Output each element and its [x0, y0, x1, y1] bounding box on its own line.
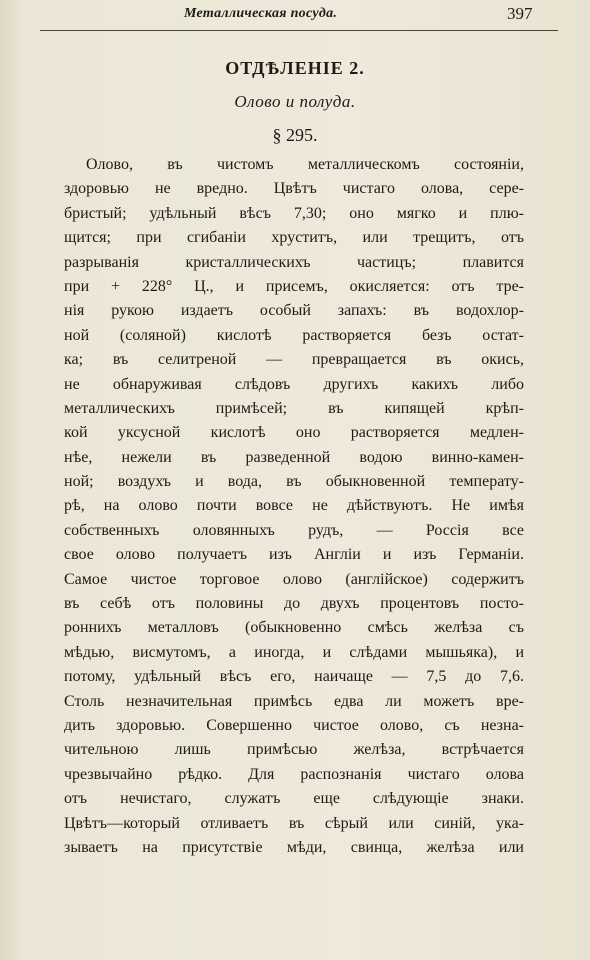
text-line: мѣдью, висмутомъ, а иногда, и слѣдами мышьяка), и: [64, 643, 524, 661]
text-line: отъ нечистаго, служатъ еще слѣдующіе знаки.: [64, 790, 524, 808]
text-line: не обнаруживая слѣдовъ другихъ какихъ либо: [64, 375, 524, 393]
text-line: чрезвычайно рѣдко. Для распознанія чистаго олова: [64, 765, 524, 783]
text-line: здоровью не вредно. Цвѣтъ чистаго олова, сере-: [64, 180, 524, 198]
text-line: потому, удѣльный вѣсъ его, наичаще — 7,5 до 7,6.: [64, 668, 524, 686]
text-line: металлическихъ примѣсей; въ кипящей крѣп-: [64, 399, 524, 417]
text-line: разрыванія кристаллическихъ частицъ; плавится: [64, 253, 524, 271]
text-line: нѣе, нежели въ разведенной водою винно-камен-: [64, 448, 524, 466]
text-line: Олово, въ чистомъ металлическомъ состояніи,: [86, 156, 524, 173]
text-line: ной (соляной) кислотѣ растворяется безъ остат-: [64, 326, 524, 344]
text-line: Самое чистое торговое олово (англійское) содержитъ: [64, 570, 524, 588]
header-rule: [40, 30, 558, 31]
text-line: ка; въ селитреной — превращается въ окись,: [64, 351, 524, 369]
text-line: рѣ, на олово почти вовсе не дѣйствуютъ. Не имѣя: [64, 497, 524, 515]
text-line: собственныхъ оловянныхъ рудъ, — Россія все: [64, 521, 524, 539]
body-text: [64, 153, 524, 860]
text-line: нія рукою издаетъ особый запахъ: въ водохлор-: [64, 302, 524, 320]
text-line: Цвѣтъ—который отливаетъ въ сѣрый или синій, ука-: [64, 814, 524, 832]
text-line: зываетъ на присутствіе мѣди, свинца, желѣза или: [64, 838, 524, 856]
section-subtitle: Олово и полуда.: [234, 92, 356, 111]
text-line: кой уксусной кислотѣ оно растворяется медлен-: [64, 424, 524, 442]
text-line: свое олово получаетъ изъ Англіи и изъ Германіи.: [64, 546, 524, 564]
text-line: Столь незначительная примѣсь едва ли можетъ вре-: [64, 692, 524, 710]
text-line: роннихъ металловъ (обыкновенно смѣсь желѣза съ: [64, 619, 524, 637]
text-line: дить здоровью. Совершенно чистое олово, съ незна-: [64, 716, 524, 734]
text-line: ной; воздухъ и вода, въ обыкновенной температу-: [64, 473, 524, 491]
text-line: чительною лишь примѣсью желѣза, встрѣчается: [64, 741, 524, 759]
text-line: щится; при сгибаніи хруститъ, или трещитъ, отъ: [64, 229, 524, 247]
text-line: бристый; удѣльный вѣсъ 7,30; оно мягко и плю-: [64, 204, 524, 222]
text-line: при + 228° Ц., и присемъ, окисляется: отъ тре-: [64, 277, 524, 295]
running-head: Металлическая посуда.: [184, 6, 338, 21]
text-line: въ себѣ отъ половины до двухъ процентовъ посто-: [64, 595, 524, 613]
paragraph-number: § 295.: [272, 125, 318, 145]
section-title: ОТДѢЛЕНІЕ 2.: [225, 58, 365, 78]
page-number: 397: [507, 4, 533, 23]
